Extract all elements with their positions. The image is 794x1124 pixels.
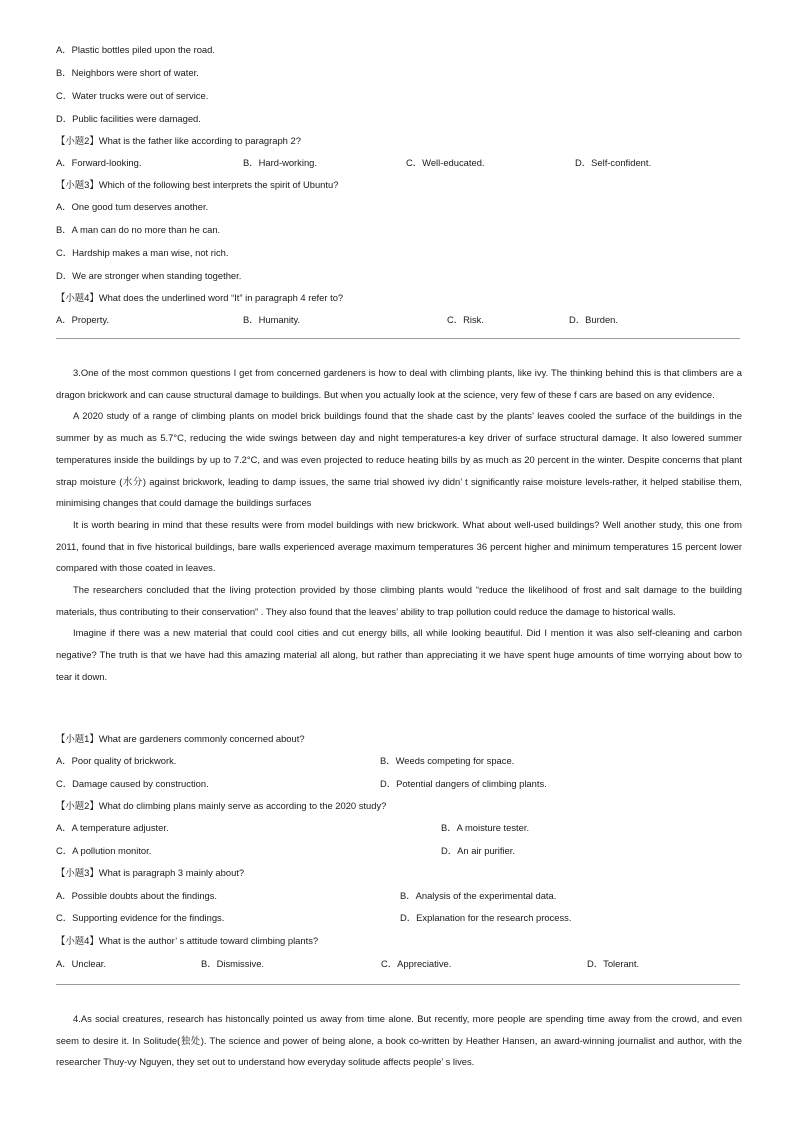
option-a: A．Property. xyxy=(56,314,109,325)
option-c: C．A pollution monitor. xyxy=(56,845,152,856)
passage-3 xyxy=(56,362,742,688)
paragraph: It is worth bearing in mind that these results were from model buildings with new brickwork. What about well-used buildings? Well another study, this one from 2011, found that in five historical buildings, bare walls experienced average maximum temperatures 36 percent higher and minimum temperatures 15 percent lower compared with those coated in leaves. xyxy=(56,518,742,574)
option-d: D．An air purifier. xyxy=(441,845,515,856)
option-a: A．Poor quality of brickwork. xyxy=(56,755,177,766)
paragraph: A 2020 study of a range of climbing plants on model brick buildings found that the shade cast by the plants’ leaves cooled the surface of the buildings in the summer by as much as 5.7°C, reducing the wide swings between day and night temperatures-a key driver of surface structural damage. It also lowered summer temperatures inside the buildings by up to 7.2°C, and was even projected to reduce heating bills by as much as 20 percent in the winter. Despite concerns that plant strap moisture (水分) against brickwork, leading to damp issues, the same trial showed ivy didn’ t significantly raise moisture levels-rather, it helped stabilise them, minimising changes that could damage the buildings surfaces xyxy=(56,410,742,509)
option-d: D．We are stronger when standing together. xyxy=(56,270,242,281)
option-a: A．Plastic bottles piled upon the road. xyxy=(56,44,215,55)
option-b: B．Hard-working. xyxy=(243,157,317,168)
subquestion-3: 【小题3】Which of the following best interprets the spirit of Ubuntu? xyxy=(56,179,339,190)
option-c: C．Well-educated. xyxy=(406,157,485,168)
divider xyxy=(56,338,740,339)
option-d: D．Potential dangers of climbing plants. xyxy=(380,778,547,789)
option-c: C．Appreciative. xyxy=(381,958,452,969)
subquestion-4: 【小题4】What is the author’ s attitude toward climbing plants? xyxy=(56,935,319,946)
option-a: A．Unclear. xyxy=(56,958,107,969)
option-d: D．Explanation for the research process. xyxy=(400,912,572,923)
paragraph: 3.One of the most common questions I get from concerned gardeners is how to deal with climbing plants, like ivy. The thinking behind this is that climbers are a dragon brickwork and can cause structural damage to buildings. But when you actually look at the science, very few of these f cars are based on any evidence. xyxy=(56,367,742,400)
option-c: C．Water trucks were out of service. xyxy=(56,90,209,101)
option-a: A．A temperature adjuster. xyxy=(56,822,169,833)
option-d: D．Tolerant. xyxy=(587,958,640,969)
option-c: C．Risk. xyxy=(447,314,484,325)
subquestion-2: 【小题2】What do climbing plans mainly serve as according to the 2020 study? xyxy=(56,800,387,811)
option-b: B．A man can do no more than he can. xyxy=(56,224,221,235)
option-a: A．Forward-looking. xyxy=(56,157,142,168)
option-b: B．Humanity. xyxy=(243,314,301,325)
paragraph: Imagine if there was a new material that could cool cities and cut energy bills, all while looking beautiful. Did I mention it was also self-cleaning and carbon negative? The truth is that we have had this amazing material all along, but rather than appreciating it we have spent huge amounts of time worrying about bow to tear it down. xyxy=(56,627,742,682)
option-c: C．Damage caused by construction. xyxy=(56,778,209,789)
option-b: B．Analysis of the experimental data. xyxy=(400,890,557,901)
paragraph: 4.As social creatures, research has histoncally pointed us away from time alone. But recently, more people are spending time away from the crowd, and even seem to desire it. In Solitude(独处). The science and power of being alone, a book co-written by Heather Hansen, an award-winning journalist and author, with the researcher Thuy-vy Nguyen, they set out to understand how everyday solitude affects people’ s lives. xyxy=(56,1013,742,1068)
option-d: D．Public facilities were damaged. xyxy=(56,113,201,124)
passage-4 xyxy=(56,1008,742,1073)
option-a: A．Possible doubts about the findings. xyxy=(56,890,218,901)
subquestion-1: 【小题1】What are gardeners commonly concerned about? xyxy=(56,733,305,744)
paragraph: The researchers concluded that the living protection provided by those climbing plants would “reduce the likelihood of frost and salt damage to the building materials, thus contributing to their conservation” . They also found that the leaves’ ability to trap pollution could reduce the damage to historical walls. xyxy=(56,584,742,617)
option-b: B．Weeds competing for space. xyxy=(380,755,515,766)
option-d: D．Self-confident. xyxy=(575,157,652,168)
option-b: B．A moisture tester. xyxy=(441,822,530,833)
option-d: D．Burden. xyxy=(569,314,618,325)
subquestion-2: 【小题2】What is the father like according to paragraph 2? xyxy=(56,135,301,146)
option-c: C．Supporting evidence for the findings. xyxy=(56,912,225,923)
option-b: B．Neighbors were short of water. xyxy=(56,67,199,78)
option-b: B．Dismissive. xyxy=(201,958,265,969)
option-a: A．One good tum deserves another. xyxy=(56,201,209,212)
subquestion-4: 【小题4】What does the underlined word “It” in paragraph 4 refer to? xyxy=(56,292,344,303)
option-c: C．Hardship makes a man wise, not rich. xyxy=(56,247,229,258)
subquestion-3: 【小题3】What is paragraph 3 mainly about? xyxy=(56,867,245,878)
divider xyxy=(56,984,740,985)
